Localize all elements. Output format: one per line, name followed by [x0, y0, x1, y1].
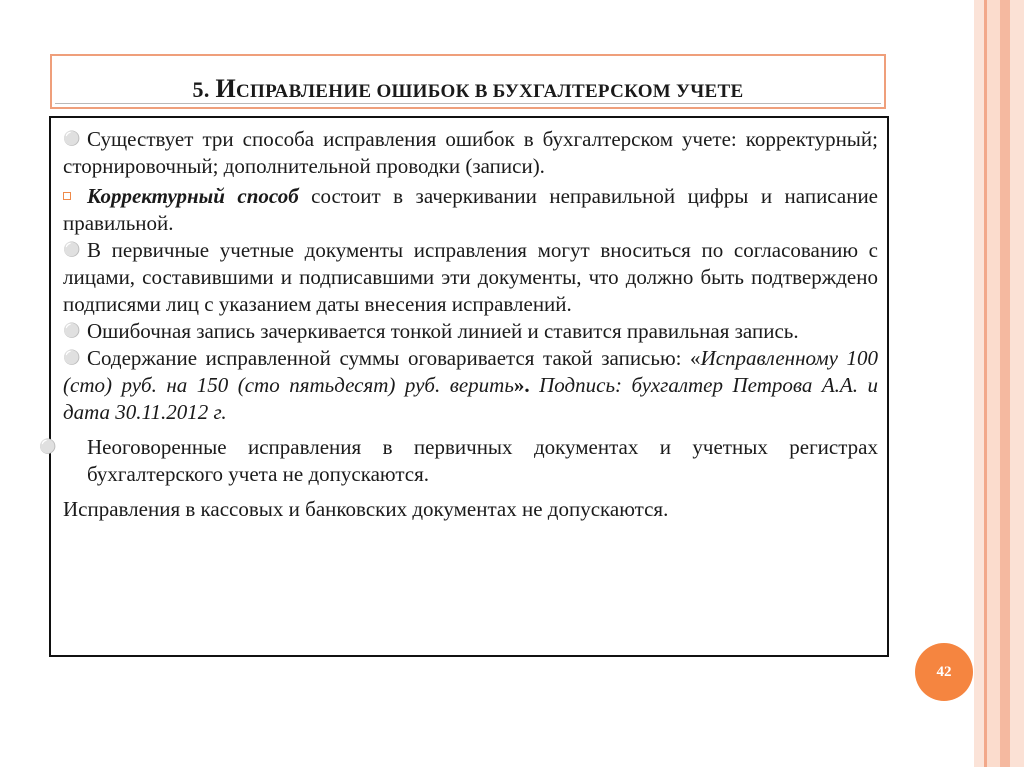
ring-bullet-icon: ⚪ — [39, 440, 57, 455]
slide-title-box — [50, 54, 886, 109]
paragraph-strikethrough: ⚪ Ошибочная запись зачеркивается тонкой линией и ставится правильная запись. — [63, 319, 799, 343]
page-number-badge: 42 — [915, 643, 973, 701]
paragraph-amount: ⚪ Содержание исправленной суммы оговаривается такой записью: «Исправленному 100 (сто) руб. на 150 (сто пятьдесят) руб. верить». Подпись: бухгалтер Петрова А.А. и дата 30.11.2012 г. — [63, 346, 879, 424]
ring-bullet-icon: ⚪ — [63, 324, 81, 339]
title-number: 5. — [192, 76, 210, 102]
ring-bullet-icon: ⚪ — [63, 351, 81, 366]
paragraph-corrective: Корректурный способ состоит в зачеркивании неправильной цифры и написание правильной. — [63, 180, 878, 237]
slide-title — [193, 74, 744, 104]
title-rest: СПРАВЛЕНИЕ ОШИБОК В БУХГАЛТЕРСКОМ УЧЕТЕ — [235, 80, 744, 102]
ring-bullet-icon: ⚪ — [63, 132, 81, 147]
paragraph-primary-docs: ⚪ В первичные учетные документы исправления могут вноситься по согласованию с лицами, составившими и подписавшими эти документы, что должно быть подтверждено подписями лиц с указанием даты внесения исправлений. — [63, 238, 878, 316]
paragraph-unapproved: ⚪ Неоговоренные исправления в первичных документах и учетных регистрах бухгалтерского учета не допускаются. — [39, 435, 878, 486]
square-bullet-icon — [63, 180, 87, 207]
paragraph-cash-docs: Исправления в кассовых и банковских документах не допускаются. — [63, 497, 669, 521]
title-lead-letter: И — [215, 73, 236, 103]
decorative-side-stripes — [974, 0, 1024, 767]
paragraph-methods: ⚪ Существует три способа исправления ошибок в бухгалтерском учете: корректурный; сторнировочный; дополнительной проводки (записи). — [63, 127, 878, 178]
signature-line: Подпись: бухгалтер Петрова А.А. и дата 30.11.2012 г. — [63, 373, 879, 424]
slide-content-box — [39, 116, 889, 657]
ring-bullet-icon: ⚪ — [63, 243, 81, 258]
